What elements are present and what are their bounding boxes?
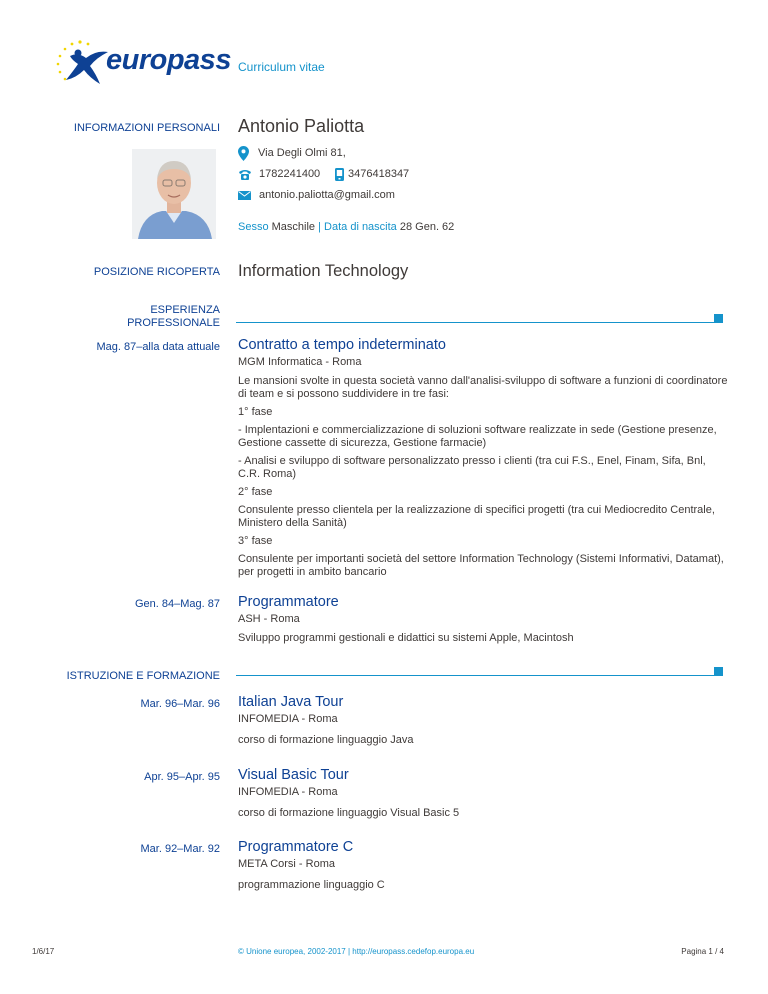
edu3-entry <box>238 839 728 892</box>
footer-copyright[interactable]: © Unione europea, 2002-2017 | http://europass.cedefop.europa.eu <box>238 947 475 956</box>
sex-value: Maschile <box>271 221 316 233</box>
candidate-name: Antonio Paliotta <box>238 116 365 136</box>
europass-logo <box>50 38 231 88</box>
email-row <box>238 189 438 205</box>
edu3-org: META Corsi - Roma <box>238 858 335 870</box>
europass-logo-emblem <box>50 38 110 86</box>
location-icon <box>238 146 249 161</box>
edu3-title: Programmatore C <box>238 839 354 855</box>
edu2-org: INFOMEDIA - Roma <box>238 786 338 798</box>
exp2-title: Programmatore <box>238 594 339 610</box>
footer-date: 1/6/17 <box>32 947 55 956</box>
edu2-title: Visual Basic Tour <box>238 767 349 783</box>
phone-icon <box>238 169 252 180</box>
edu2-desc: corso di formazione linguaggio Visual Basic 5 <box>238 807 460 819</box>
phone-row <box>238 168 438 184</box>
email-text[interactable]: antonio.paliotta@gmail.com <box>259 189 395 201</box>
separator: | <box>318 221 321 233</box>
edu1-dates: Mar. 96–Mar. 96 <box>140 698 220 710</box>
section-label-experience <box>127 304 220 330</box>
position-value: Information Technology <box>238 262 409 280</box>
exp2-paragraph: Sviluppo programmi gestionali e didattici su sistemi Apple, Macintosh <box>238 632 574 644</box>
mobile-text: 3476418347 <box>348 168 410 180</box>
edu1-entry <box>238 694 728 747</box>
edu3-desc: programmazione linguaggio C <box>238 879 385 891</box>
edu1-desc: corso di formazione linguaggio Java <box>238 734 414 746</box>
section-marker-experience <box>714 314 723 323</box>
birth-value: 28 Gen. 62 <box>399 221 455 233</box>
edu1-org: INFOMEDIA - Roma <box>238 713 338 725</box>
edu3-dates: Mar. 92–Mar. 92 <box>140 843 220 855</box>
exp1-paragraph: Le mansioni svolte in questa società vanno dall'analisi-sviluppo di software a funzioni di coordinatore di team e si possono suddividere in tre fasi: <box>238 375 728 400</box>
exp2-employer: ASH - Roma <box>238 613 300 625</box>
exp1-paragraph: 1° fase <box>238 406 273 418</box>
phone-text: 1782241400 <box>259 168 321 180</box>
address-text: Via Degli Olmi 81, <box>258 147 346 159</box>
exp1-entry <box>238 337 728 579</box>
exp2-entry <box>238 594 728 645</box>
doc-title: Curriculum vitae <box>238 60 325 74</box>
exp1-paragraph: 3° fase <box>238 535 273 547</box>
edu2-entry <box>238 767 728 820</box>
edu2-dates: Apr. 95–Apr. 95 <box>144 771 220 783</box>
exp1-title: Contratto a tempo indeterminato <box>238 337 446 353</box>
exp1-dates: Mag. 87–alla data attuale <box>96 341 220 353</box>
profile-photo <box>132 149 216 239</box>
section-label-education: ISTRUZIONE E FORMAZIONE <box>66 670 220 682</box>
sex-label: Sesso <box>238 221 269 233</box>
sex-birth-line <box>238 221 454 234</box>
exp1-paragraph: Consulente presso clientela per la realizzazione di specifici progetti (tra cui Mediocredito Centrale, Ministero della Sanità) <box>238 504 715 529</box>
exp2-dates: Gen. 84–Mag. 87 <box>134 598 220 610</box>
exp1-paragraph: 2° fase <box>238 486 273 498</box>
exp1-paragraph: Consulente per importanti società del settore Information Technology (Sistemi Informativi, Datamat), per progetti in ambito bancario <box>238 553 724 578</box>
section-label-experience-line1: ESPERIENZA <box>150 304 220 316</box>
exp1-paragraph: - Implentazioni e commercializzazione di soluzioni software realizzate in sede (Gestione presenze, Gestione cassette di sicurezza, Gestione farmacie) <box>238 424 717 449</box>
birth-label: Data di nascita <box>324 221 397 233</box>
section-label-position: POSIZIONE RICOPERTA <box>93 266 220 278</box>
exp1-employer: MGM Informatica - Roma <box>238 356 362 368</box>
exp1-paragraph: - Analisi e sviluppo di software personalizzato presso i clienti (tra cui F.S., Enel, Finam, Sifa, Bnl, C.R. Roma) <box>238 455 706 480</box>
section-rule-education <box>236 675 716 676</box>
section-label-experience-line2: PROFESSIONALE <box>127 317 220 329</box>
section-marker-education <box>714 667 723 676</box>
europass-wordmark: europass <box>106 44 231 76</box>
edu1-title: Italian Java Tour <box>238 694 344 710</box>
mobile-icon <box>335 168 344 181</box>
email-icon <box>238 191 251 200</box>
footer-page-number: Pagina 1 / 4 <box>681 947 724 956</box>
section-label-personal: INFORMAZIONI PERSONALI <box>73 122 220 134</box>
section-rule-experience <box>236 322 716 323</box>
